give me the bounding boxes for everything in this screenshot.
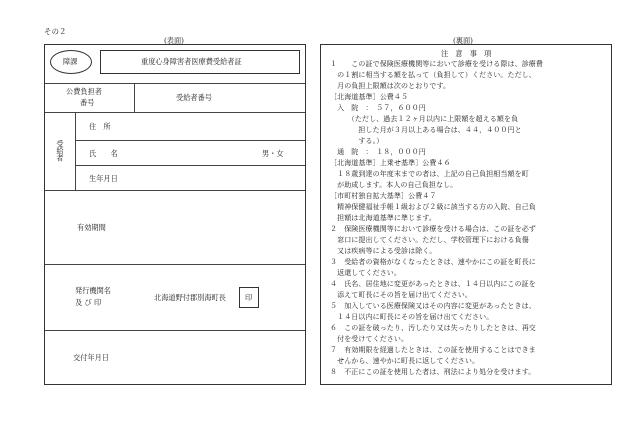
note-line: 入 院 ： ５７，６００円: [330, 104, 426, 112]
note-line: が助成します。本人の自己負担なし。: [330, 181, 458, 189]
notes-heading: 注 意 事 項: [441, 49, 492, 58]
note-line: ７ 有効期限を経過したときは、この証を使用することはできま: [330, 346, 536, 354]
payer-number-label-1: 公費負担者: [66, 87, 102, 96]
note-line: １４日以内に町長にその旨を届け出てください。: [330, 313, 494, 321]
birthdate-label: 生年月日: [89, 174, 118, 183]
note-line: 窓口に提出してください。ただし、学校管理下における負傷: [330, 236, 529, 244]
note-line: １８歳到達の年度末までの者は、上記の自己負担相当額を町: [330, 170, 529, 178]
note-line: 精神保健福祉手帳１級および２級に該当する方の入院、自己負: [330, 203, 536, 211]
card-title: 重度心身障害者医療費受給者証: [141, 57, 242, 66]
note-line: ３ 受給者の資格がなくなったときは、速やかにこの証を町長に: [330, 258, 536, 266]
note-line: ５ 加入している医療保険又はその内容に変更があったときは、: [330, 302, 536, 310]
note-line: ４ 氏名、居住地に変更があったときは、１４日以内にこの証を: [330, 280, 536, 288]
name-label: 氏 名: [89, 149, 118, 158]
note-line: ［北海道基準］上乗せ基準］公費４６: [330, 159, 451, 167]
back-side-label: (裏面): [453, 36, 473, 45]
recipient-number-label: 受給者番号: [176, 93, 212, 102]
valid-period-label: 有効期間: [77, 223, 106, 232]
gender-field: 男・女: [262, 149, 284, 158]
page-label: その２: [44, 27, 67, 36]
note-line: 月の負担上限額は次のとおりです。: [330, 82, 451, 90]
department-badge-text: 障課: [63, 57, 78, 66]
issuer-name: 北海道野付郡別海町長: [154, 293, 226, 302]
note-line: 担額は北海道基準に準じます。: [330, 214, 436, 222]
note-line: 担した月が３月以上ある場合は、４４，４００円と: [330, 126, 522, 134]
note-line: せんから、速やかに町長に返してください。: [330, 357, 480, 365]
note-line: 付を受けてください。: [330, 335, 409, 343]
note-line: （ただし、過去１２ヶ月以内に上限額を超える額を負: [330, 115, 519, 123]
recipient-vertical-label: 受給者: [56, 140, 65, 162]
issue-date-label: 交付年月日: [73, 353, 109, 362]
address-label: 住 所: [89, 122, 111, 131]
front-side-label: (表面): [164, 36, 184, 45]
note-line: ６ この証を破ったり、汚したり又は失ったりしたときは、再交: [330, 324, 536, 332]
note-line: ［北海道基準］公費４５: [330, 93, 409, 101]
note-line: 又は疾病等による受診は除く。: [330, 247, 437, 255]
seal-label: 印: [245, 293, 253, 302]
note-line: ［市町村独自拡大基準］公費４７: [330, 192, 437, 200]
payer-number-label-2: 番号: [80, 98, 95, 107]
note-line: する。）: [330, 137, 384, 145]
note-line: 通 院 ： １８，０００円: [330, 148, 426, 156]
note-line: ２ 保険医療機関等において診療を受ける場合は、この証を必ず: [330, 225, 536, 233]
note-line: １ この証で保険医療機関等において診療を受ける際は、診療費: [330, 60, 543, 68]
note-line: 添えて町長にその旨を届け出てください。: [330, 291, 472, 299]
note-line: 返還してください。: [330, 269, 401, 277]
issuer-label-2: 及 び 印: [75, 298, 102, 307]
issuer-label-1: 発行機関名: [75, 286, 111, 295]
note-line: の１割に相当する額を払って（負担して）ください。ただし、: [330, 71, 536, 79]
note-line: ８ 不正にこの証を使用した者は、刑法により処分を受けます。: [330, 368, 536, 376]
